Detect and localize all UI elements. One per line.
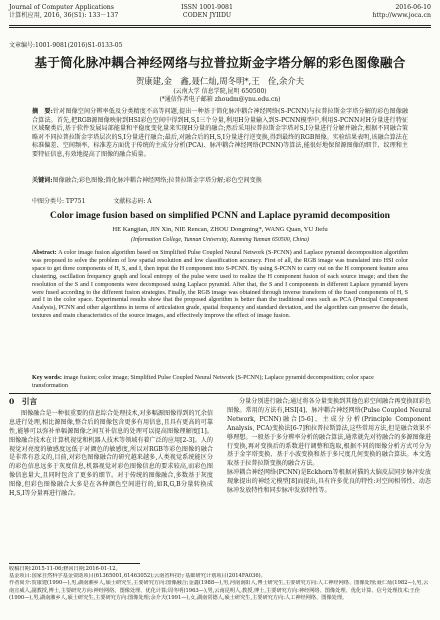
authors-en: HE Kangjian, JIN Xin, NIE Rencan, ZHOU Dongming*, WANG Quan, YU Jiefu — [112, 226, 328, 233]
body-column-left — [9, 398, 213, 499]
title-en: Color image fusion based on simplified PCNN and Laplace pyramid decomposition — [50, 210, 390, 221]
journal-citation-cn: 计算机应用, 2016, 36(S1): 133－137 — [9, 12, 119, 19]
footnotes — [9, 566, 431, 602]
journal-url[interactable]: http://www.joca.cn — [372, 12, 431, 19]
abstract-cn — [32, 108, 408, 160]
abstract-rule — [9, 393, 431, 394]
section-heading-intro: 0 引言 — [9, 397, 38, 406]
body-paragraph: 图像融合是一种很重要的信息综合处理技术,对多幅源图像得到的冗余信息进行处理,相比源图像,整合后的图像包含更多有用信息,且具有更高的可靠性,能够可以弥补单幅源图像之间互补信息的处理可以提高图像理解度[1]。图像融合技术在计算机视觉和机器人技术等领域有着广泛的应用[2-3]。人的视觉对亮度的敏感度远低于对颜色的敏感度,所以对RGB等彩色图像的融合是非常有意义的,目前,对彩色图像融合的研究越来越多,人类视觉系统能区分的彩色信息远多于灰度信息,机器视觉对彩色图像信息的要求较高,而彩色图像信息量大,且同时包含了更多的细节。对于传统的图像融合,多数基于灰度图像,但彩色图像融合大多是在各种颜色空间进行的,如R,G,B分量转换成H,S,I等分量再进行融合。 — [9, 409, 213, 498]
affiliation-cn — [0, 88, 440, 104]
issn: ISSN 1001-9081 — [181, 4, 233, 11]
footnote-received: 收稿日期:2015-11-06;修回日期:2016-01-12。 — [9, 566, 121, 572]
abstract-en — [32, 250, 408, 321]
body-column-right — [227, 398, 431, 496]
coden: CODEN JYIIDU — [182, 12, 232, 19]
header-rule-thin — [9, 27, 431, 28]
footnote-funding: 基金项目:国家自然科学基金资助项目(61365001,61463052);云南省科技厅基础研究计划项目(2014FA036)。 — [9, 573, 266, 580]
authors-cn: 贺康建,金 鑫,聂仁灿,周冬明*,王 佺,余介夫 — [135, 76, 305, 86]
abstract-cn-label: 摘 要: — [32, 108, 53, 115]
clc-number: 中图分类号: TP751 — [32, 198, 86, 205]
keywords-cn-label: 关键词: — [32, 177, 53, 184]
footnote-authors: 作者简介:贺康建(1990—),男,湖南湘乡人,硕士研究生,主要研究方向:图像融合;金鑫(1988—),男,河南南阳人,博士研究生,主要研究方向:人工神经网络、图像处理;聂仁灿(1982—),男,云南宣威人,副教授,博士,主要研究方向:神经网络、图像处理、优化计算;周冬明(1963—),男,云南昆明人,教授,博士,主要研究方向:神经网络、图像处理、优化计算、信号处理技术;王佺(1990—),男,湖南湘乡人,硕士研究生,主要研究方向:图像处理;余介夫(1991—),女,湖南常德人,硕士研究生,主要研究方向:人工神经网络、图像处理。 — [9, 580, 429, 601]
body-paragraph: 分量分别进行融合;通过将各分量变换到其他色彩空间融合再变换回彩色图像。常用的方法有,HSI[4]、脉冲耦合神经网络(Pulse Coupled Neural Network, PCNN)融合[5-6]、主成分分析(Principle Component Analysis, PCA)变换法[6-7]和拉普拉斯算法,这些常用方法,但是融合效果不够理想。一般基于多分辨率分析的融合算法,通常就先对待融合的多源图像进行变换,再对变换后的系数进行调整和选取,根据不同的图像分析方式可分为基于金字塔变换、基于小波变换和基于多尺度几何变换的融合算法。本文选取基于拉普拉斯变换的融合方法。 脉冲耦合神经网络(PCNN)是Eckhorn等根据对猫的大脑皮层同步脉冲发放现象提出的神经元模型[8]而提出,具有许多优良的特性:对空间相邻性、动态脉冲发放特性和同步脉冲发放特性等。 — [227, 398, 431, 495]
corresponding-email: (*通信作者电子邮箱 zhoudm@ynu.edu.cn) — [159, 96, 281, 103]
abstract-en-label: Abstract: — [32, 250, 57, 256]
document-code: 文献标志码: A — [113, 198, 152, 205]
keywords-cn-text: 图像融合;彩色图像;简化脉冲耦合神经网络;拉普拉斯金字塔分解;彩色空间变换 — [52, 177, 262, 184]
affiliation-cn-line: (云南大学 信息学院,昆明 650500) — [173, 88, 267, 95]
keywords-en — [32, 375, 408, 391]
journal-name-en: Journal of Computer Applications — [9, 4, 114, 11]
footnote-rule — [9, 563, 140, 564]
affiliation-en: (Information College, Yunnan University, Kunming Yunnan 650500, China) — [131, 237, 309, 243]
keywords-en-text: image fusion; color image; Simplified Pulse Coupled Neural Network (S-PCNN); Laplace pyramid decomposition; color space transformation — [32, 375, 374, 389]
title-cn: 基于简化脉冲耦合神经网络与拉普拉斯金字塔分解的彩色图像融合 — [34, 55, 406, 70]
abstract-en-text: A color image fusion algorithm based on Simplified Pulse Coupled Neural Network (S-PCNN) and Laplace pyramid decomposition algorithm was proposed to solve the problem of low spatial resolution and low classification accuracy. First of all, the RGB image was translated into HSI color space to get three components of H, S, and I, then input the H component into S-PCNN. By using S-PCNN to carry out on the H component feature area clustering, oscillation frequency graph and local entropy of the pulse were used to realize the H component fusion of each source image; and then the resolution of the S and I components were decomposed using Laplace pyramid. After that, the S and I components in different Laplace pyramid layers were fused according to the different fusion strategies. Finally, the RGB image was obtained through inverse transform of the fused components of H, S and I in the color space. Experimental results show that the proposed algorithm is better than the traditional ones such as PCA (Principal Component Analysis), PCNN and other algorithms in terms of articulation grade, spatial frequency and standard deviation, and the algorithm can preserve the details, textures and main characteristics of the source images, and effectively improve the effect of image fusion. — [32, 250, 409, 320]
article-number: 文章编号:1001-9081(2016)S1-0133-05 — [9, 42, 123, 49]
header-rule — [9, 25, 431, 26]
keywords-cn — [32, 177, 408, 186]
classification — [32, 196, 408, 205]
issue-date: 2016-06-10 — [395, 4, 431, 11]
abstract-cn-text: 针对图像空间分辨率低及分类精度不高等问题,提出一种基于简化脉冲耦合神经网络(S-PCNN)与拉普拉斯金字塔分解的彩色图像融合算法。首先,把RGB源图像映射到HSI彩色空间中得到H,S,I三个分量,利用H分量输入到S-PCNN模型中,利用S-PCNN对H分量进行特征区域聚类后,基于软件发展局部能量和平稳度变化量来实现H分量的融合;然后采用拉普拉斯金字塔对S,I分量进行分解并融合,根据不同融合策略对不同拉普拉斯金字塔层次的S,I分量进行融合;最后,对融合后的H,S,I分量进行逆变换,得到最终的RGB图像。实验结果表明,该融合算法在标准偏差、空间频率、标准差方面优于传统的主成分分析(PCA)、脉冲耦合神经网络(PCNN)等算法,能很好地保留源图像的细节、纹理和主要特征信息,有效地提高了图像的融合质量。 — [32, 108, 409, 158]
keywords-en-label: Key words: — [32, 375, 62, 381]
